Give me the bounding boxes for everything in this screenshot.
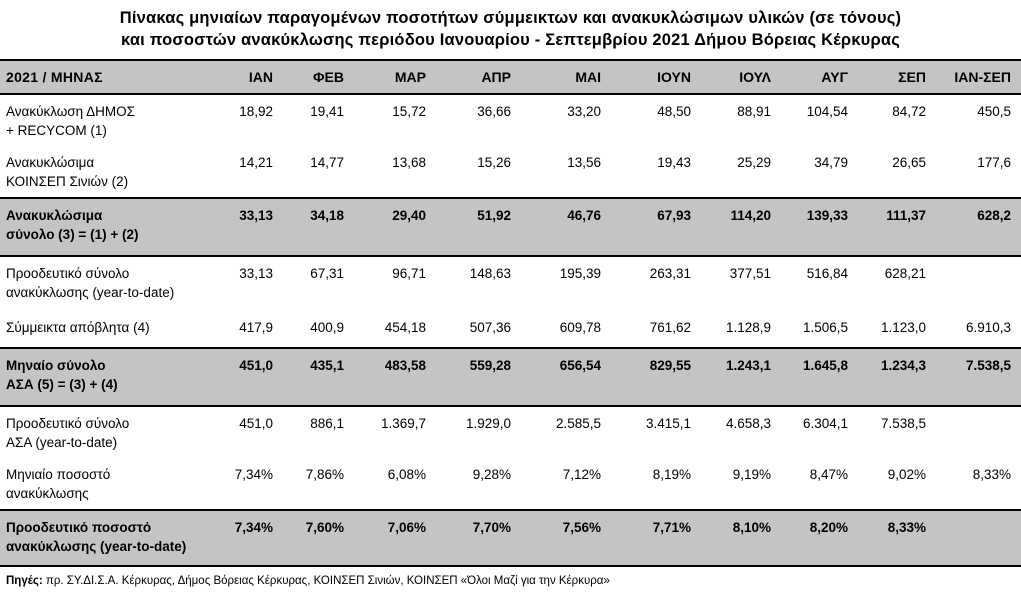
table-cell: 18,92 — [239, 104, 273, 119]
table-cell: 7,60% — [283, 510, 354, 566]
table-cell: 7,71% — [611, 510, 701, 566]
table-cell: 88,91 — [737, 104, 771, 119]
table-cell: 450,5 — [977, 104, 1011, 119]
table-header-row — [0, 60, 1021, 94]
table-cell: 33,20 — [567, 104, 601, 119]
table-cell: 148,63 — [469, 266, 511, 281]
table-cell: 14,77 — [310, 155, 344, 170]
row-label — [0, 510, 207, 566]
table-row — [0, 310, 1021, 348]
table-cell: 1.369,7 — [380, 416, 426, 431]
table-cell: 507,36 — [469, 320, 511, 335]
row-label-line-2: ΑΣΑ (year-to-date) — [6, 435, 118, 450]
table-cell: 6.304,1 — [802, 416, 848, 431]
row-label-line-1: Προοδευτικό σύνολο — [6, 266, 130, 281]
table-cell: 7,70% — [436, 510, 521, 566]
header-label: 2021 / ΜΗΝΑΣ — [0, 60, 207, 94]
table-cell: 139,33 — [781, 198, 858, 256]
table-cell: 628,2 — [936, 198, 1021, 256]
header-month: ΙΟΥΝ — [611, 60, 701, 94]
table-cell — [936, 406, 1021, 458]
table-cell: 3.415,1 — [645, 416, 691, 431]
table-cell: 435,1 — [283, 348, 354, 406]
table-cell: 33,13 — [207, 198, 283, 256]
source-label: Πηγές: — [6, 575, 43, 587]
table-cell: 8,19% — [652, 467, 691, 482]
table-cell: 29,40 — [354, 198, 436, 256]
row-label-line-1: Σύμμεικτα απόβλητα (4) — [6, 320, 150, 335]
row-label-line-1: Προοδευτικό σύνολο — [6, 416, 130, 431]
row-label-line-2: ανακύκλωσης (year-to-date) — [6, 539, 187, 554]
table-cell: 46,76 — [521, 198, 611, 256]
row-label-line-1: Ανακύκλωση ΔΗΜΟΣ — [6, 104, 135, 119]
table-cell: 19,41 — [310, 104, 344, 119]
table-cell: 1.234,3 — [858, 348, 936, 406]
table-row — [0, 348, 1021, 406]
row-label-line-1: Μηνιαίο ποσοστό — [6, 467, 111, 482]
header-month: ΑΥΓ — [781, 60, 858, 94]
header-month: ΙΟΥΛ — [701, 60, 781, 94]
row-label — [0, 256, 207, 310]
header-month: ΑΠΡ — [436, 60, 521, 94]
table-cell: 516,84 — [806, 266, 848, 281]
row-label-line-1: Προοδευτικό ποσοστό — [6, 520, 152, 535]
table-cell: 111,37 — [858, 198, 936, 256]
table-cell: 15,26 — [477, 155, 511, 170]
table-cell: 96,71 — [392, 266, 426, 281]
table-cell: 51,92 — [436, 198, 521, 256]
table-cell: 9,19% — [732, 467, 771, 482]
table-row — [0, 406, 1021, 458]
table-cell: 7,34% — [207, 510, 283, 566]
table-cell: 8,33% — [972, 467, 1011, 482]
table-row — [0, 458, 1021, 510]
row-label — [0, 198, 207, 256]
table-cell: 9,02% — [887, 467, 926, 482]
table-cell: 7.538,5 — [936, 348, 1021, 406]
row-label-line-1: Ανακυκλώσιμα — [6, 208, 103, 223]
recycling-data-table — [0, 59, 1021, 567]
table-cell: 25,29 — [737, 155, 771, 170]
table-cell: 1.645,8 — [781, 348, 858, 406]
table-cell: 34,18 — [283, 198, 354, 256]
row-label-line-2: ανακύκλωσης (year-to-date) — [6, 285, 175, 300]
row-label-line-2: ΑΣΑ (5) = (3) + (4) — [6, 377, 118, 392]
table-cell: 7,56% — [521, 510, 611, 566]
table-title-line-2: και ποσοστών ανακύκλωσης περιόδου Ιανουαρίου - Σεπτεμβρίου 2021 Δήμου Βόρειας Κέρκυρας — [120, 31, 901, 49]
table-cell: 886,1 — [310, 416, 344, 431]
table-cell: 8,20% — [781, 510, 858, 566]
table-cell: 177,6 — [977, 155, 1011, 170]
table-cell: 36,66 — [477, 104, 511, 119]
table-cell: 84,72 — [892, 104, 926, 119]
table-cell: 7,34% — [234, 467, 273, 482]
table-cell: 451,0 — [239, 416, 273, 431]
table-cell: 1.123,0 — [880, 320, 926, 335]
row-label — [0, 146, 207, 198]
table-cell: 9,28% — [472, 467, 511, 482]
table-cell: 761,62 — [649, 320, 691, 335]
header-month: ΜΑΙ — [521, 60, 611, 94]
source-text: πρ. ΣΥ.ΔΙ.Σ.Α. Κέρκυρας, Δήμος Βόρειας Κέρκυρας, ΚΟΙΝΣΕΠ Σινιών, ΚΟΙΝΣΕΠ «Όλοι Μαζί για την Κέρκυρα» — [42, 575, 610, 587]
table-cell: 263,31 — [649, 266, 691, 281]
table-cell: 26,65 — [892, 155, 926, 170]
table-cell: 34,79 — [814, 155, 848, 170]
row-label — [0, 406, 207, 458]
table-cell: 1.506,5 — [802, 320, 848, 335]
table-cell: 8,10% — [701, 510, 781, 566]
table-row — [0, 146, 1021, 198]
table-cell: 829,55 — [611, 348, 701, 406]
table-row — [0, 256, 1021, 310]
table-cell: 114,20 — [701, 198, 781, 256]
table-cell: 8,47% — [809, 467, 848, 482]
table-cell: 4.658,3 — [725, 416, 771, 431]
table-cell: 19,43 — [657, 155, 691, 170]
table-cell: 559,28 — [436, 348, 521, 406]
source-note — [6, 575, 610, 587]
row-label-line-2: + RECYCOM (1) — [6, 123, 107, 138]
table-cell: 13,68 — [392, 155, 426, 170]
table-row — [0, 198, 1021, 256]
table-title-line-1: Πίνακας μηνιαίων παραγομένων ποσοτήτων σύμμεικτων και ανακυκλώσιμων υλικών (σε τόνους) — [119, 9, 902, 27]
row-label-line-2: ανακύκλωσης — [6, 486, 89, 501]
table-cell: 454,18 — [384, 320, 426, 335]
row-label-line-1: Μηναίο σύνολο — [6, 358, 106, 373]
table-cell: 13,56 — [567, 155, 601, 170]
table-cell: 104,54 — [806, 104, 848, 119]
table-cell: 8,33% — [858, 510, 936, 566]
table-cell: 7.538,5 — [880, 416, 926, 431]
header-month: ΣΕΠ — [858, 60, 936, 94]
row-label-line-2: ΚΟΙΝΣΕΠ Σινιών (2) — [6, 174, 129, 189]
header-month: ΙΑΝ — [207, 60, 283, 94]
table-cell: 15,72 — [392, 104, 426, 119]
table-cell — [936, 510, 1021, 566]
row-label — [0, 310, 207, 348]
header-total: ΙΑΝ-ΣΕΠ — [936, 60, 1021, 94]
row-label-line-1: Ανακυκλώσιμα — [6, 155, 95, 170]
table-row — [0, 510, 1021, 566]
table-cell: 1.128,9 — [725, 320, 771, 335]
table-cell: 656,54 — [521, 348, 611, 406]
table-cell: 67,93 — [611, 198, 701, 256]
table-cell: 628,21 — [884, 266, 926, 281]
table-cell: 6,08% — [387, 467, 426, 482]
row-label — [0, 94, 207, 146]
table-cell: 7,06% — [354, 510, 436, 566]
table-cell: 33,13 — [239, 266, 273, 281]
table-cell: 377,51 — [729, 266, 771, 281]
row-label — [0, 458, 207, 510]
table-row — [0, 94, 1021, 146]
table-cell: 67,31 — [310, 266, 344, 281]
table-cell: 1.243,1 — [701, 348, 781, 406]
header-month: ΦΕΒ — [283, 60, 354, 94]
header-month: ΜΑΡ — [354, 60, 436, 94]
row-label — [0, 348, 207, 406]
table-cell: 7,86% — [305, 467, 344, 482]
table-cell: 48,50 — [657, 104, 691, 119]
table-cell: 417,9 — [239, 320, 273, 335]
table-cell: 195,39 — [559, 266, 601, 281]
table-cell: 6.910,3 — [965, 320, 1011, 335]
table-cell: 609,78 — [559, 320, 601, 335]
row-label-line-2: σύνολο (3) = (1) + (2) — [6, 227, 139, 242]
table-cell: 400,9 — [310, 320, 344, 335]
table-cell: 2.585,5 — [555, 416, 601, 431]
table-cell: 451,0 — [207, 348, 283, 406]
table-cell — [936, 256, 1021, 310]
table-cell: 483,58 — [354, 348, 436, 406]
table-cell: 1.929,0 — [465, 416, 511, 431]
table-cell: 14,21 — [239, 155, 273, 170]
table-cell: 7,12% — [562, 467, 601, 482]
